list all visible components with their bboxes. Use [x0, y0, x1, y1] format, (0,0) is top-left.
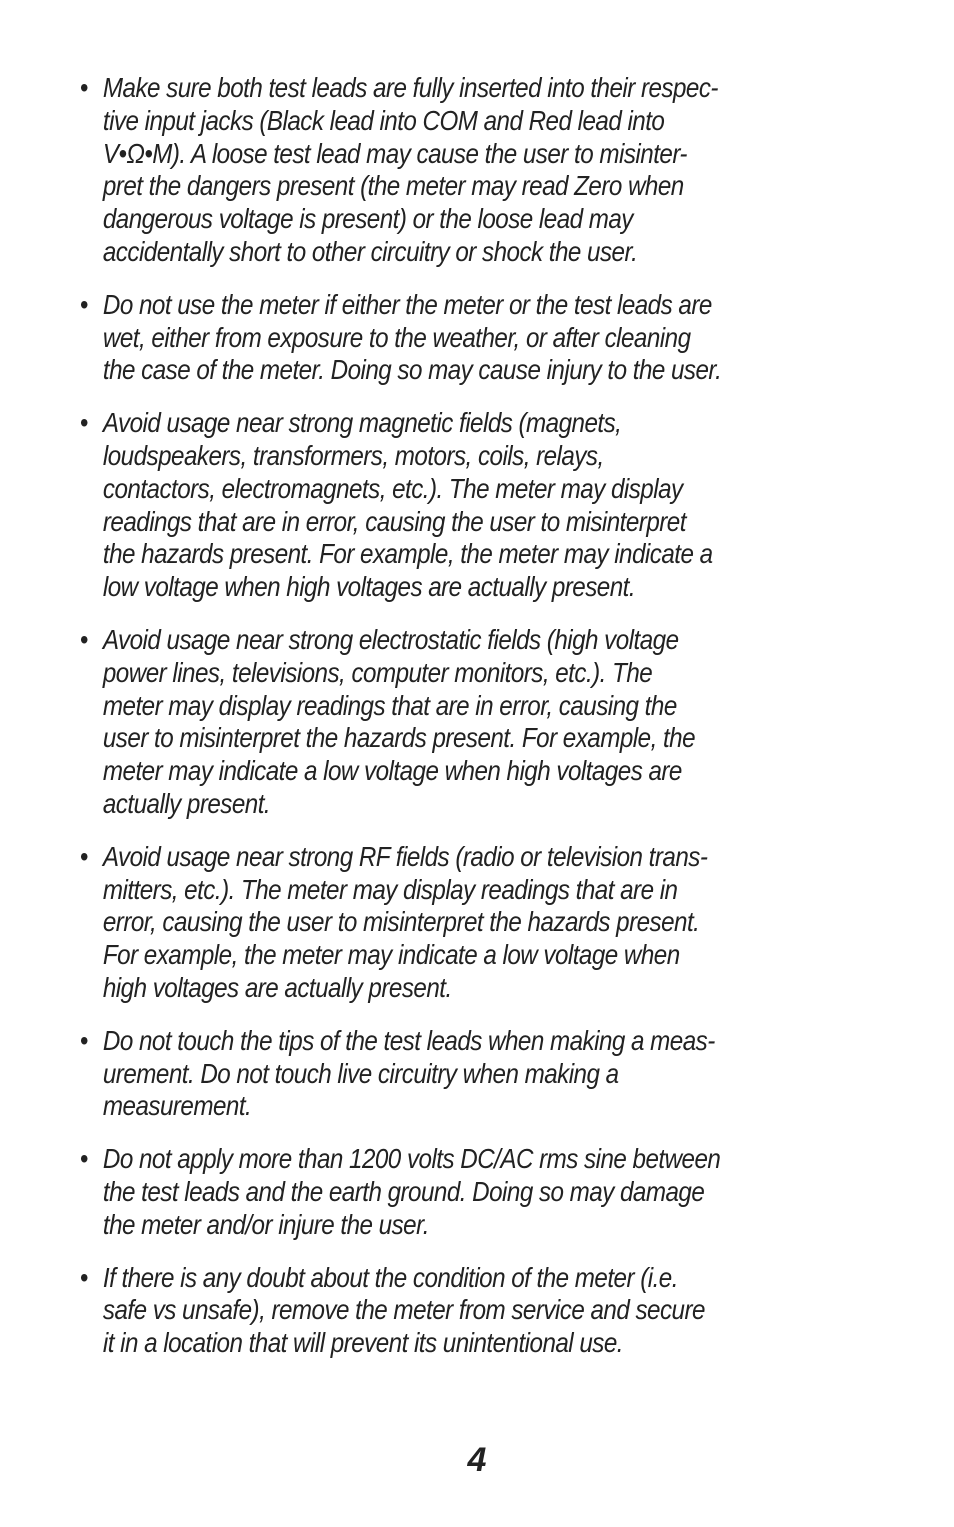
bullet-dot: •	[80, 623, 88, 655]
bullet-dot: •	[80, 1143, 88, 1175]
bullet-item-6	[80, 1025, 898, 1123]
bullet-dot: •	[80, 407, 88, 439]
bullet-line: Avoid usage near strong electrostatic fields (high voltage	[102, 623, 679, 655]
bullet-line: readings that are in error, causing the user to misinterpret	[102, 505, 686, 537]
bullet-line: low voltage when high voltages are actually present.	[102, 571, 636, 603]
bullet-item-5	[80, 841, 898, 1005]
bullet-line: dangerous voltage is present) or the loose lead may	[102, 203, 633, 235]
bullet-item-4	[80, 624, 898, 821]
bullet-line: meter may indicate a low voltage when high voltages are	[102, 755, 682, 787]
bullet-line: Avoid usage near strong RF fields (radio or television trans-	[102, 840, 708, 872]
bullet-item-8	[80, 1262, 898, 1360]
bullet-line: Make sure both test leads are fully inserted into their respec-	[102, 72, 718, 103]
bullet-line: actually present.	[102, 787, 271, 819]
bullet-line: contactors, electromagnets, etc.). The meter may display	[102, 472, 683, 504]
bullet-dot: •	[80, 1261, 88, 1293]
bullet-line: accidentally short to other circuitry or shock the user.	[102, 235, 638, 267]
bullet-line: For example, the meter may indicate a low voltage when	[102, 939, 680, 971]
bullet-item-7	[80, 1143, 898, 1241]
bullet-line: safe vs unsafe), remove the meter from service and secure	[102, 1294, 705, 1326]
bullet-item-3	[80, 407, 898, 604]
bullet-dot: •	[80, 72, 88, 103]
bullet-line: tive input jacks (Black lead into COM and Red lead into	[102, 104, 665, 136]
bullet-line: it in a location that will prevent its unintentional use.	[102, 1327, 623, 1359]
bullet-line: the hazards present. For example, the meter may indicate a	[102, 538, 713, 570]
bullet-dot: •	[80, 288, 88, 320]
bullet-line: Do not apply more than 1200 volts DC/AC rms sine between	[102, 1143, 721, 1175]
bullet-line: meter may display readings that are in error, causing the	[102, 689, 677, 721]
bullet-line: the case of the meter. Doing so may cause injury to the user.	[102, 354, 722, 386]
bullet-line: mitters, etc.). The meter may display readings that are in	[102, 873, 678, 905]
bullet-line: pret the dangers present (the meter may read Zero when	[102, 170, 684, 202]
bullet-line: user to misinterpret the hazards present. For example, the	[102, 722, 696, 754]
page-number: 4	[467, 1441, 487, 1479]
bullet-item-1	[80, 72, 898, 269]
bullet-line: Do not touch the tips of the test leads when making a meas-	[102, 1024, 715, 1056]
bullet-line: high voltages are actually present.	[102, 971, 452, 1003]
bullet-line: If there is any doubt about the condition of the meter (i.e.	[102, 1261, 678, 1293]
bullet-line: the meter and/or injure the user.	[102, 1208, 429, 1240]
bullet-line: error, causing the user to misinterpret the hazards present.	[102, 906, 700, 938]
bullet-line: V•Ω•M). A loose test lead may cause the user to misinter-	[102, 137, 687, 169]
bullet-line: loudspeakers, transformers, motors, coils, relays,	[102, 439, 604, 471]
bullet-line: Do not use the meter if either the meter or the test leads are	[102, 288, 712, 320]
bullet-line: Avoid usage near strong magnetic fields (magnets,	[102, 407, 622, 439]
bullet-dot: •	[80, 1024, 88, 1056]
bullet-line: measurement.	[102, 1090, 252, 1122]
bullet-dot: •	[80, 840, 88, 872]
bullet-item-2	[80, 289, 898, 387]
bullet-line: the test leads and the earth ground. Doing so may damage	[102, 1175, 705, 1207]
bullet-line: power lines, televisions, computer monitors, etc.). The	[102, 656, 653, 688]
safety-bullet-list	[80, 72, 880, 1380]
bullet-line: urement. Do not touch live circuitry when making a	[102, 1057, 619, 1089]
bullet-line: wet, either from exposure to the weather, or after cleaning	[102, 321, 691, 353]
